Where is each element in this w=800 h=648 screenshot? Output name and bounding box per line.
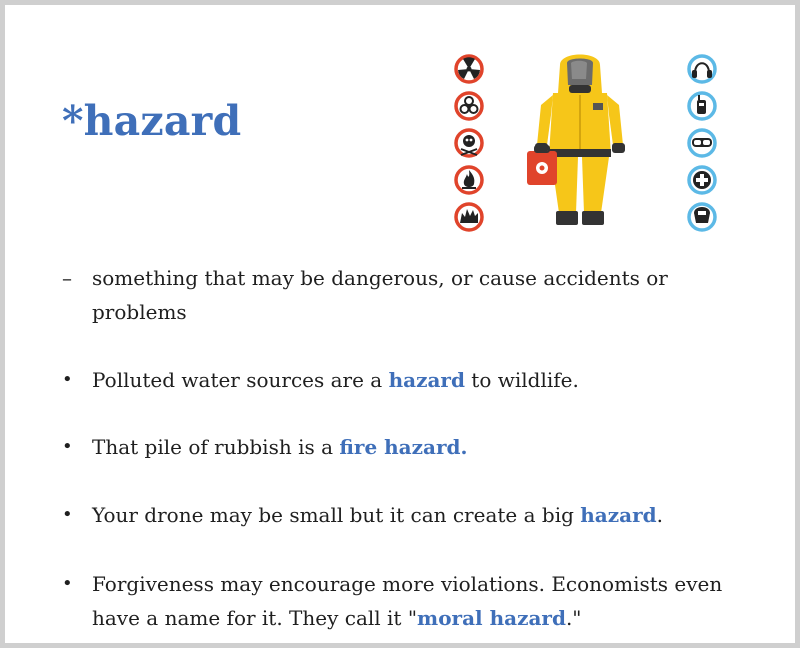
first-aid-icon — [689, 167, 715, 193]
definition-dash: – — [62, 266, 72, 290]
explosive-icon — [456, 204, 482, 230]
page-title: *hazard — [62, 97, 242, 145]
radio-icon — [689, 93, 715, 119]
biohazard-icon — [456, 93, 482, 119]
slide-frame: *hazard – something that may be dangerous, or cause accidents or problems • Polluted water sources are a hazard to wildlife. • That pile of rubbish is a fire hazard. • Your drone may be small but it can create a big hazard. • Forgiveness may encourage more violations. Economists even have a name for it. They call it "moral hazard." — [0, 0, 800, 648]
highlighted-term: fire hazard. — [339, 435, 468, 459]
bullet: • — [62, 573, 73, 594]
goggles-icon — [689, 130, 715, 156]
highlighted-term: moral hazard — [417, 606, 566, 630]
definition-text: something that may be dangerous, or cause accidents or problems — [92, 266, 668, 324]
bullet: • — [62, 369, 73, 390]
radiation-icon — [456, 56, 482, 82]
bullet: • — [62, 436, 73, 457]
respirator-mask-icon — [689, 204, 715, 230]
skull-crossbones-icon — [456, 130, 482, 156]
highlighted-term: hazard — [388, 368, 465, 392]
hazmat-illustration — [445, 45, 735, 245]
hazmat-suit-figure — [527, 55, 625, 226]
bullet: • — [62, 504, 73, 525]
ear-protection-icon — [689, 56, 715, 82]
highlighted-term: hazard — [580, 503, 657, 527]
flammable-icon — [456, 167, 482, 193]
